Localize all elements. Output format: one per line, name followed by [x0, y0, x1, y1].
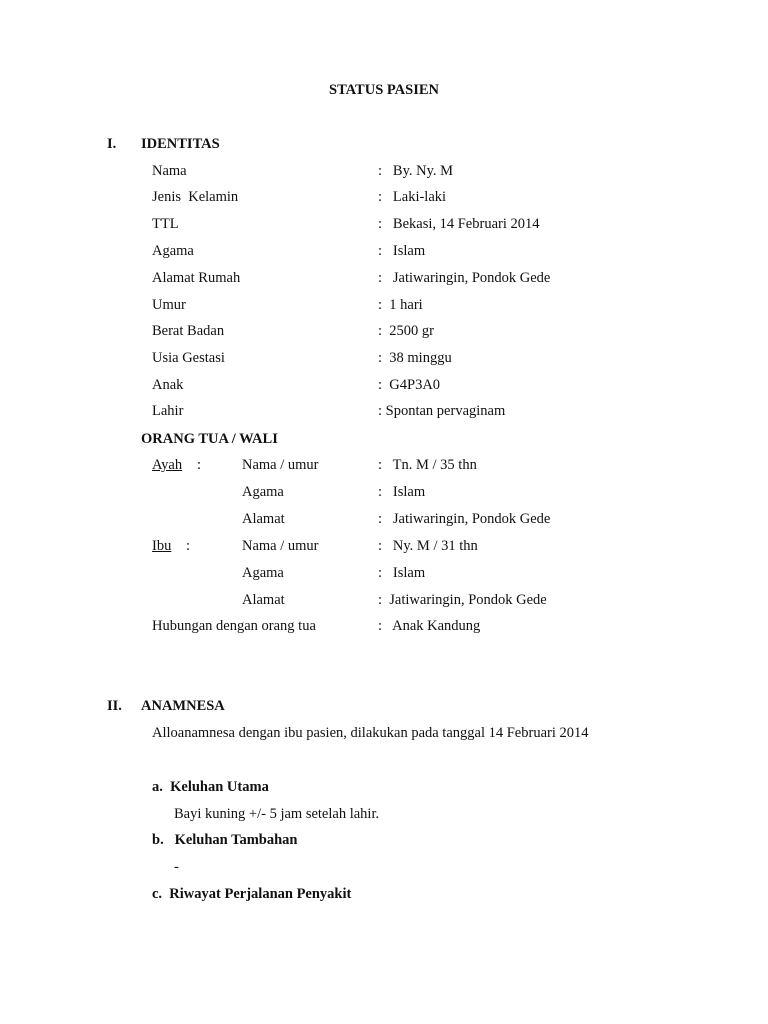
identity-value-anak: : G4P3A0: [378, 377, 441, 393]
ayah-value-agama: : Islam: [378, 484, 426, 500]
page-title: STATUS PASIEN: [329, 82, 439, 98]
identity-label-jenis-kelamin: Jenis Kelamin: [152, 189, 239, 205]
ayah-field-nama-umur: Nama / umur: [242, 457, 319, 473]
ibu-field-agama: Agama: [242, 565, 284, 581]
ayah-colon: :: [197, 457, 202, 473]
identity-label-nama: Nama: [152, 163, 187, 179]
parents-heading: ORANG TUA / WALI: [141, 431, 278, 447]
identity-value-alamat-rumah: : Jatiwaringin, Pondok Gede: [378, 270, 551, 286]
ibu-value-alamat: : Jatiwaringin, Pondok Gede: [378, 592, 547, 608]
section-2-heading: ANAMNESA: [141, 698, 225, 714]
anamnesa-intro: Alloanamnesa dengan ibu pasien, dilakukan pada tanggal 14 Februari 2014: [152, 725, 589, 741]
hubungan-value: : Anak Kandung: [378, 618, 481, 634]
identity-label-lahir: Lahir: [152, 403, 184, 419]
keluhan-utama-heading: a. Keluhan Utama: [152, 779, 269, 795]
ayah-field-agama: Agama: [242, 484, 284, 500]
identity-label-usia-gestasi: Usia Gestasi: [152, 350, 225, 366]
ayah-field-alamat: Alamat: [242, 511, 285, 527]
identity-label-umur: Umur: [152, 297, 186, 313]
ibu-field-alamat: Alamat: [242, 592, 285, 608]
identity-label-ttl: TTL: [152, 216, 179, 232]
keluhan-tambahan-heading: b. Keluhan Tambahan: [152, 832, 298, 848]
section-1-heading: IDENTITAS: [141, 136, 220, 152]
identity-label-berat-badan: Berat Badan: [152, 323, 225, 339]
identity-value-jenis-kelamin: : Laki-laki: [378, 189, 447, 205]
keluhan-utama-text: Bayi kuning +/- 5 jam setelah lahir.: [174, 806, 380, 822]
identity-value-berat-badan: : 2500 gr: [378, 323, 434, 339]
keluhan-tambahan-text: -: [174, 859, 179, 875]
identity-label-agama: Agama: [152, 243, 194, 259]
identity-label-anak: Anak: [152, 377, 184, 393]
identity-value-umur: : 1 hari: [378, 297, 423, 313]
hubungan-label: Hubungan dengan orang tua: [152, 618, 316, 634]
identity-label-alamat-rumah: Alamat Rumah: [152, 270, 241, 286]
identity-value-usia-gestasi: : 38 minggu: [378, 350, 452, 366]
identity-value-ttl: : Bekasi, 14 Februari 2014: [378, 216, 540, 232]
ibu-value-nama-umur: : Ny. M / 31 thn: [378, 538, 478, 554]
identity-value-agama: : Islam: [378, 243, 426, 259]
identity-value-lahir: : Spontan pervaginam: [378, 403, 506, 419]
identity-value-nama: : By. Ny. M: [378, 163, 454, 179]
section-2-number: II.: [107, 698, 122, 714]
riwayat-heading: c. Riwayat Perjalanan Penyakit: [152, 886, 352, 902]
ibu-value-agama: : Islam: [378, 565, 426, 581]
ayah-value-alamat: : Jatiwaringin, Pondok Gede: [378, 511, 551, 527]
ayah-value-nama-umur: : Tn. M / 35 thn: [378, 457, 477, 473]
ibu-colon: :: [186, 538, 191, 554]
ayah-label: Ayah: [152, 457, 183, 473]
ibu-field-nama-umur: Nama / umur: [242, 538, 319, 554]
section-1-number: I.: [107, 136, 117, 152]
ibu-label: Ibu: [152, 538, 172, 554]
